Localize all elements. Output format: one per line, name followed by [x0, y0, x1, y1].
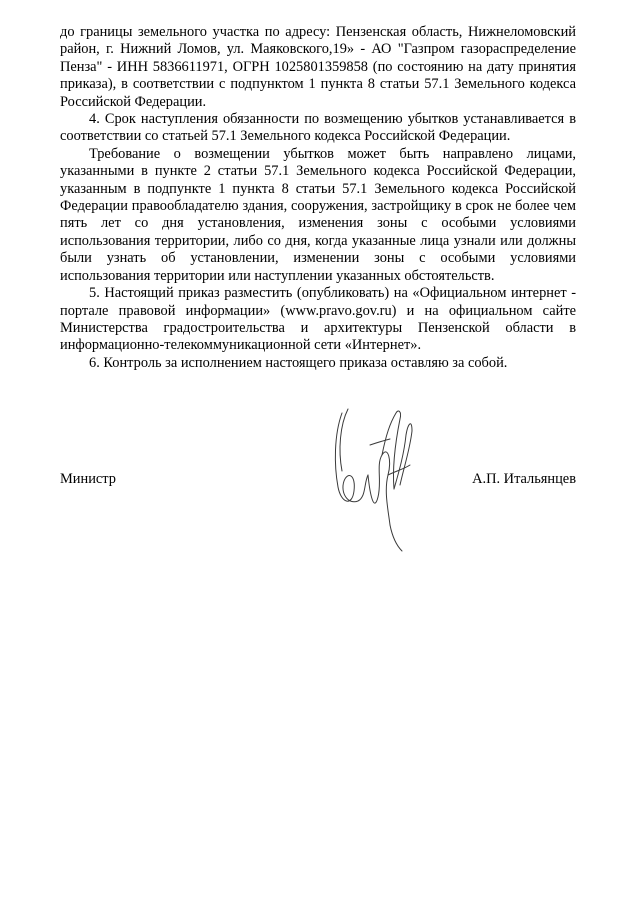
document-body	[60, 24, 576, 372]
signatory-name: А.П. Итальянцев	[472, 471, 576, 487]
signature-row	[60, 471, 576, 491]
paragraph-item-5: 5. Настоящий приказ разместить (опубликовать) на «Официальном интернет - портале правовой информации» (www.pravo.gov.ru) и на официальном сайте Министерства градостроительства и архитектуры Пензенской области в информационно-телекоммуникационной сети «Интернет».	[60, 285, 576, 354]
paragraph-item-6: 6. Контроль за исполнением настоящего приказа оставляю за собой.	[89, 354, 508, 371]
paragraph-item-4: 4. Срок наступления обязанности по возмещению убытков устанавливается в соответствии со статьей 57.1 Земельного кодекса Российской Федерации.	[60, 111, 576, 145]
paragraph-compensation-claim: Требование о возмещении убытков может быть направлено лицами, указанными в пункте 2 статьи 57.1 Земельного кодекса Российской Федерации, указанным в подпункте 1 пункта 8 статьи 57.1 Земельного кодекса Российской Федерации правообладателю здания, сооружения, застройщику в срок не более чем пять лет со дня установления, изменения зоны с особыми условиями использования территории, либо со дня, когда указанные лица узнали или должны были узнать об установлении, изменении зоны с особыми условиями использования территории или наступлении указанных обстоятельств.	[60, 145, 576, 284]
signatory-title: Министр	[60, 471, 116, 487]
paragraph-continuation: до границы земельного участка по адресу: Пензенская область, Нижнеломовский район, г. Нижний Ломов, ул. Маяковского,19» - АО "Газпром газораспределение Пенза" - ИНН 5836611971, ОГРН 1025801359858 (по состоянию на дату принятия приказа), в соответствии с подпунктом 1 пункта 8 статьи 57.1 Земельного кодекса Российской Федерации.	[60, 24, 576, 110]
